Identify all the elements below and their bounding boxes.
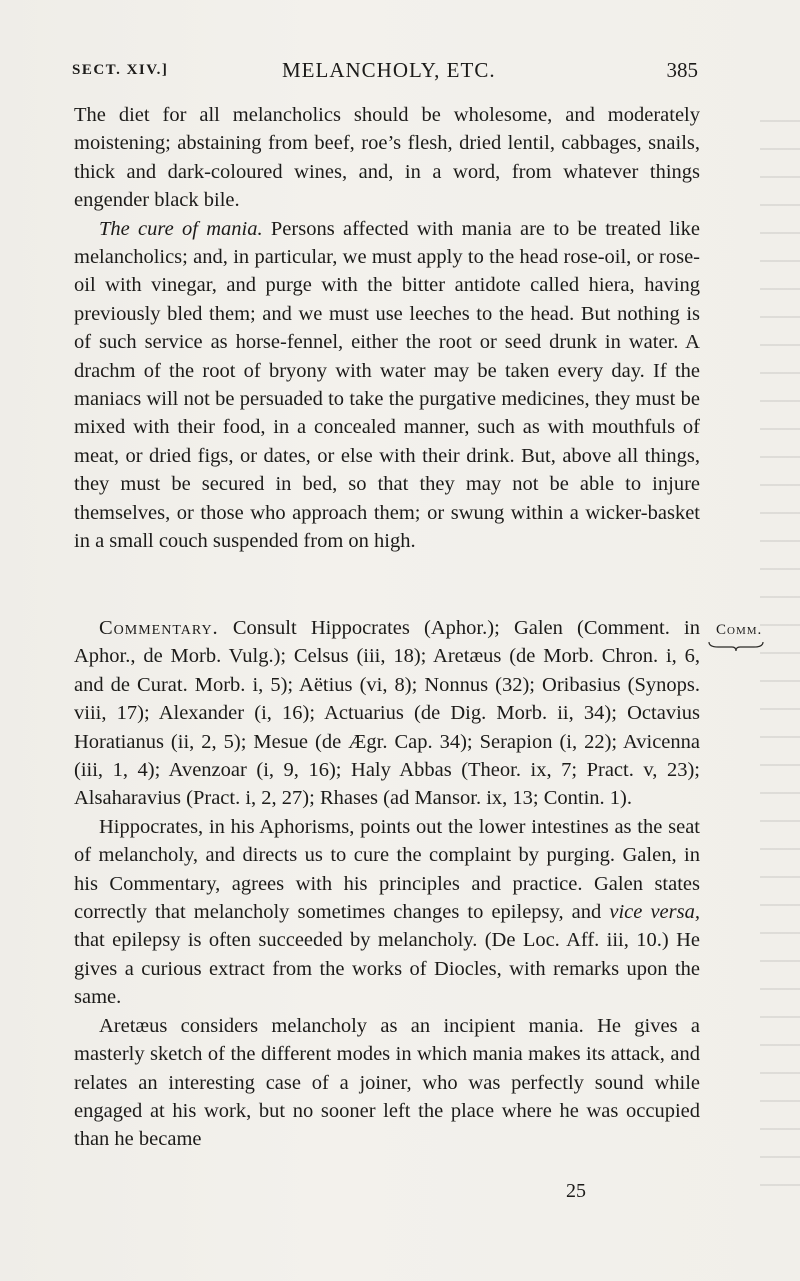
hippocrates-text-1: Hippocrates, in his Aphorisms, points out the lower intestines as the seat of melancholy, and directs us to cure the complaint by purging. Galen, in his Commentary, agrees with his principles and practice. Galen states correctly that melancholy sometimes changes to epilepsy, and (74, 815, 700, 924)
section-marker: SECT. XIV.] (72, 62, 169, 78)
margin-note: Comm. (716, 622, 763, 638)
margin-brace-icon (708, 640, 764, 652)
mania-text: Persons affected with mania are to be treated like melancholics; and, in particular, we must apply to the head rose-oil, or rose-oil with vinegar, and purge with the bitter antidote called hiera, having previously bled them; and we must use leeches to the head. But nothing is of such service as horse-fennel, either the root or seed drunk in water. A drachm of the root of bryony with water may be taken every day. If the maniacs will not be persuaded to take the purgative medicines, they must be mixed with their food, in a concealed manner, such as with mouthfuls of meat, or dried figs, or dates, or else with their drink. But, above all things, they must be secured in bed, so that they may not be able to injure themselves, or those who approach them; or swung within a wicker-basket in a small couch suspended from on high. (74, 217, 700, 553)
commentary-label: Commentary. (99, 617, 219, 639)
running-title: MELANCHOLY, ETC. (282, 58, 496, 82)
page-number: 385 (666, 58, 698, 82)
upper-text-block (74, 101, 700, 556)
commentary-paragraph (74, 614, 700, 813)
hippocrates-italic: vice versa, (609, 901, 700, 924)
lower-text-block (74, 614, 700, 1154)
aretaeus-paragraph: Aretæus considers melancholy as an incipient mania. He gives a masterly sketch of the different modes in which mania makes its attack, and relates an interesting case of a joiner, who was perfectly sound while engaged at his work, but no sooner left the place where he was occupied than he became (74, 1014, 700, 1151)
diet-paragraph: The diet for all melancholics should be wholesome, and moderately moistening; abstaining from beef, roe’s flesh, dried lentil, cabbages, snails, thick and dark-coloured wines, and, in a word, from whatever things engender black bile. (74, 104, 700, 212)
hippocrates-text-2: that epilepsy is often succeeded by melancholy. (De Loc. Aff. iii, 10.) He gives a curious extract from the works of Diocles, with remarks upon the same. (74, 929, 700, 1009)
hippocrates-paragraph (74, 813, 700, 1012)
running-header (72, 58, 698, 86)
commentary-text: Consult Hippocrates (Aphor.); Galen (Comment. in Aphor., de Morb. Vulg.); Celsus (iii, 18); Aretæus (de Morb. Chron. i, 6, and de Curat. Morb. i, 5); Aëtius (vi, 8); Nonnus (32); Oribasius (Synops. viii, 17); Alexander (i, 16); Actuarius (de Dig. Morb. ii, 34); Octavius Horatianus (ii, 2, 5); Mesue (de Ægr. Cap. 34); Serapion (i, 22); Avicenna (iii, 1, 4); Avenzoar (i, 9, 16); Haly Abbas (Theor. ix, 7; Pract. v, 23); Alsaharavius (Pract. i, 2, 27); Rhases (ad Mansor. ix, 13; Contin. 1). (74, 617, 700, 810)
signature-mark: 25 (566, 1180, 586, 1202)
mania-paragraph (74, 215, 700, 556)
mania-heading: The cure of mania. (99, 217, 263, 240)
show-through-text (760, 100, 800, 1200)
